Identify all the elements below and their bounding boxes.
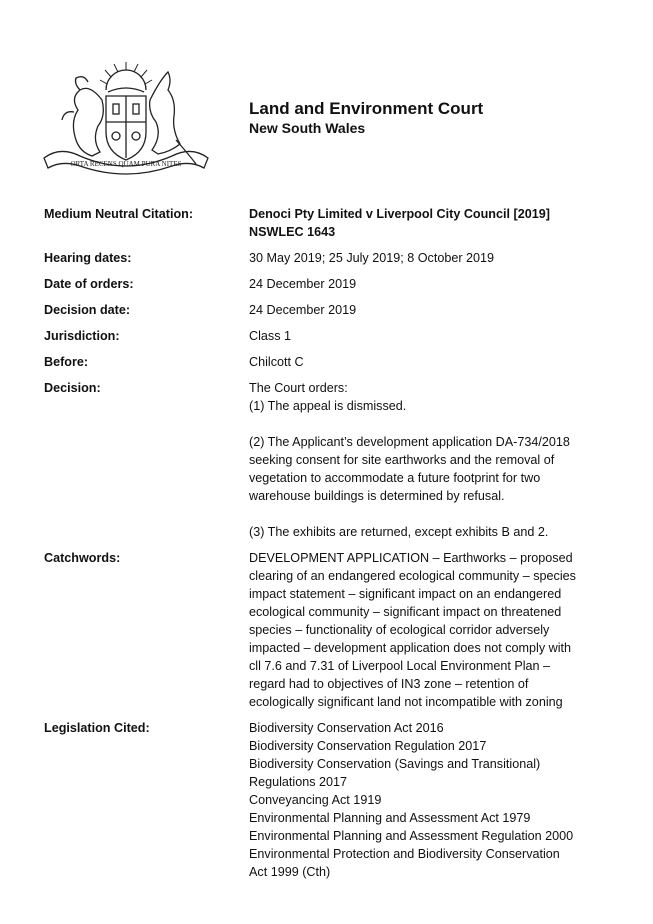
legislation-line: Environmental Planning and Assessment Act 1979 <box>249 811 531 825</box>
citation-line: Denoci Pty Limited v Liverpool City Council [2019] <box>249 207 550 221</box>
row-catchwords <box>44 549 614 711</box>
row-citation <box>44 205 614 241</box>
orders-date-value: 24 December 2019 <box>249 277 357 291</box>
row-decision-date <box>44 301 614 319</box>
hearing-label: Hearing dates: <box>44 251 132 265</box>
row-date-of-orders <box>44 275 614 293</box>
coat-of-arms-icon <box>40 60 212 178</box>
catchwords-line: ecological community – significant impact on threatened <box>249 605 562 619</box>
legislation-line: Regulations 2017 <box>249 775 348 789</box>
court-name: Land and Environment Court <box>249 99 484 118</box>
legislation-label: Legislation Cited: <box>44 721 150 735</box>
before-label: Before: <box>44 355 89 369</box>
row-before <box>44 353 614 371</box>
legislation-line: Biodiversity Conservation (Savings and Transitional) <box>249 757 541 771</box>
jurisdiction-value: Class 1 <box>249 329 291 343</box>
order-2-line: vegetation to accommodate a future footprint for two <box>249 471 541 485</box>
legislation-line: Environmental Planning and Assessment Regulation 2000 <box>249 829 574 843</box>
catchwords-line: impacted – development application does not comply with <box>249 641 572 655</box>
order-1: (1) The appeal is dismissed. <box>249 399 407 413</box>
catchwords-line: species – functionality of ecological corridor adversely <box>249 623 550 637</box>
orders-date-label: Date of orders: <box>44 277 134 291</box>
order-2-line: seeking consent for site earthworks and the removal of <box>249 453 555 467</box>
legislation-line: Environmental Protection and Biodiversity Conservation <box>249 847 560 861</box>
catchwords-label: Catchwords: <box>44 551 121 565</box>
order-2-line: warehouse buildings is determined by refusal. <box>249 489 505 503</box>
catchwords-line: regard had to objectives of IN3 zone – retention of <box>249 677 529 691</box>
decision-value <box>249 379 614 541</box>
catchwords-line: cll 7.6 and 7.31 of Liverpool Local Environment Plan – <box>249 659 551 673</box>
decision-date-label: Decision date: <box>44 303 131 317</box>
catchwords-value <box>249 549 614 711</box>
catchwords-line: DEVELOPMENT APPLICATION – Earthworks – proposed <box>249 551 573 565</box>
legislation-line: Biodiversity Conservation Act 2016 <box>249 721 444 735</box>
hearing-value: 30 May 2019; 25 July 2019; 8 October 2019 <box>249 251 495 265</box>
legislation-line: Biodiversity Conservation Regulation 2017 <box>249 739 487 753</box>
decision-intro: The Court orders: <box>249 381 348 395</box>
catchwords-line: clearing of an endangered ecological community – species <box>249 569 576 583</box>
catchwords-line: ecologically significant land not incompatible with zoning <box>249 695 563 709</box>
citation-label: Medium Neutral Citation: <box>44 207 194 221</box>
catchwords-line: impact statement – significant impact on an endangered <box>249 587 562 601</box>
row-decision <box>44 379 614 541</box>
citation-value <box>249 205 614 241</box>
order-2-line: (2) The Applicant’s development application DA-734/2018 <box>249 435 570 449</box>
case-details <box>44 205 614 889</box>
row-legislation <box>44 719 614 881</box>
decision-label: Decision: <box>44 381 101 395</box>
motto-text: ORTA RECENS QUAM PURA NITES <box>70 160 182 168</box>
row-hearing-dates <box>44 249 614 267</box>
jurisdiction-label: Jurisdiction: <box>44 329 120 343</box>
court-state: New South Wales <box>249 120 366 136</box>
order-3: (3) The exhibits are returned, except exhibits B and 2. <box>249 525 549 539</box>
before-value: Chilcott C <box>249 355 304 369</box>
citation-line: NSWLEC 1643 <box>249 225 336 239</box>
legislation-line: Act 1999 (Cth) <box>249 865 331 879</box>
row-jurisdiction <box>44 327 614 345</box>
legislation-value <box>249 719 614 881</box>
decision-date-value: 24 December 2019 <box>249 303 357 317</box>
legislation-line: Conveyancing Act 1919 <box>249 793 382 807</box>
